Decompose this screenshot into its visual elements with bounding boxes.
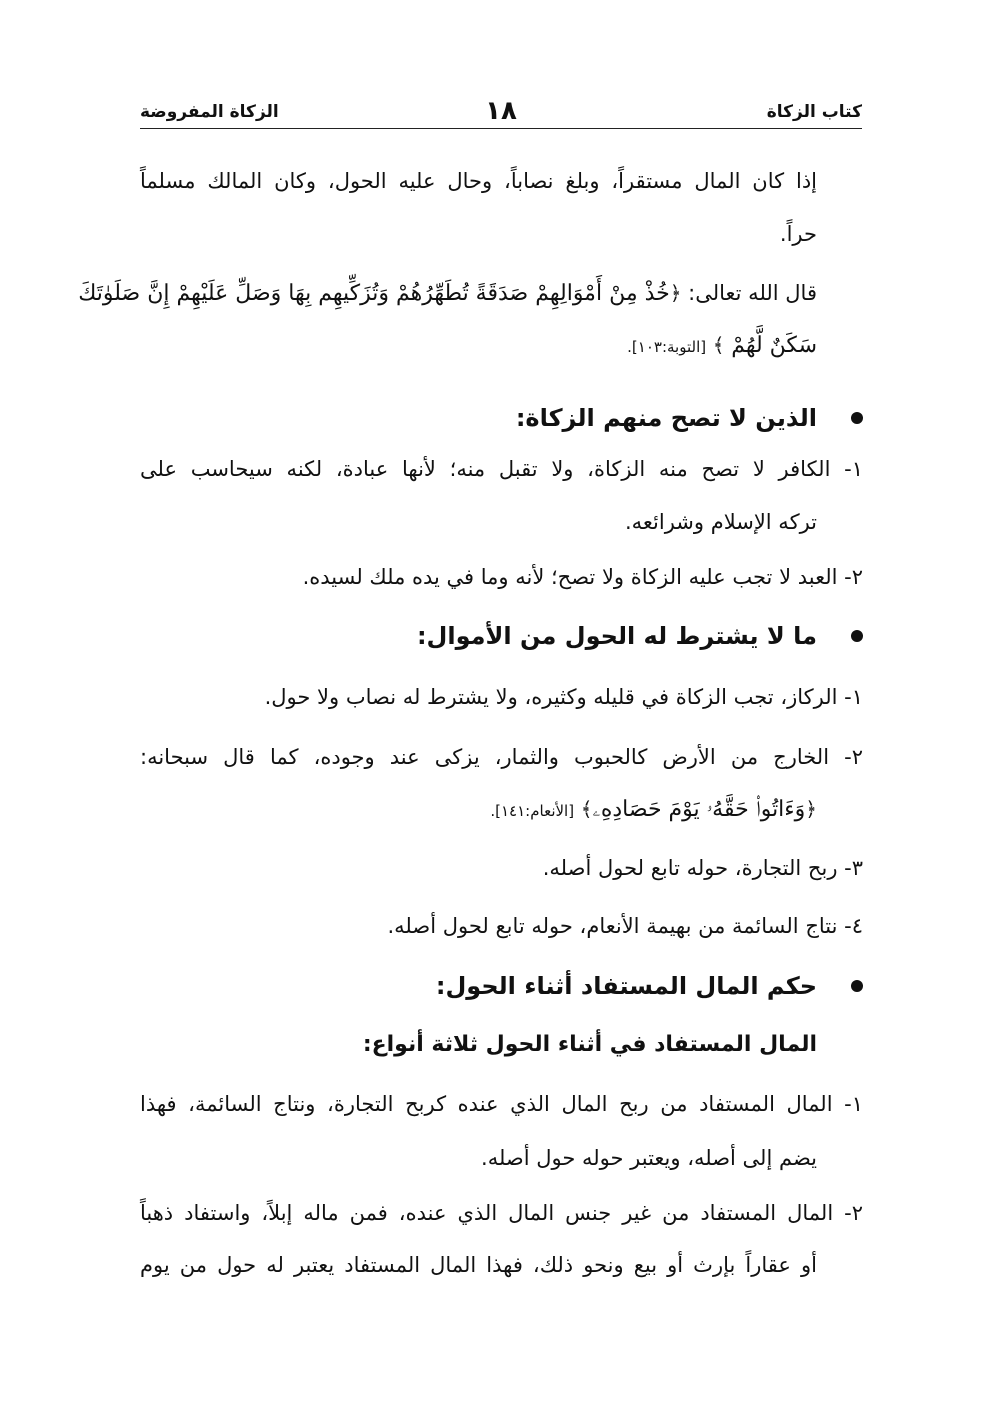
section-1-item-2: ٢- العبد لا تجب عليه الزكاة ولا تصح؛ لأنه وما في يده ملك لسيده. xyxy=(302,565,863,589)
verse-1-line-2 xyxy=(627,328,817,364)
verse-reference: [الأنعام:١٤١]. xyxy=(490,802,575,820)
bullet-icon xyxy=(851,980,863,992)
section-title: الزكاة المفروضة xyxy=(140,102,279,122)
section-1-heading: الذين لا تصح منهم الزكاة: xyxy=(515,404,817,432)
section-3-item-1-line-2: يضم إلى أصله، ويعتبر حوله حول أصله. xyxy=(481,1146,817,1170)
bullet-icon xyxy=(851,630,863,642)
running-header xyxy=(140,96,862,130)
verse-1-line-1 xyxy=(78,276,817,311)
verse-close-bracket: ﴾ xyxy=(712,333,725,357)
header-divider xyxy=(140,128,862,129)
section-3-item-2-line-1: ٢- المال المستفاد من غير جنس المال الذي عنده، فمن ماله إبلاً، واستفاد ذهباً xyxy=(140,1201,863,1225)
section-3-heading: حكم المال المستفاد أثناء الحول: xyxy=(435,972,817,1000)
verse-text-line-2: سَكَنٌ لَّهُمْ xyxy=(731,333,817,358)
book-title: كتاب الزكاة xyxy=(766,102,862,122)
section-2-item-2-line-1: ٢- الخارج من الأرض كالحبوب والثمار، يزكى عند وجوده، كما قال سبحانه: xyxy=(140,745,863,769)
section-3-item-1-line-1: ١- المال المستفاد من ربح المال الذي عنده كربح التجارة، ونتاج السائمة، فهذا xyxy=(140,1092,863,1116)
section-2-heading: ما لا يشترط له الحول من الأموال: xyxy=(416,622,817,650)
intro-line-2: حراً. xyxy=(779,222,817,246)
page-number: ١٨ xyxy=(485,96,517,126)
verse-text-line-1: خُذْ مِنْ أَمْوَالِهِمْ صَدَقَةً تُطَهِّرُهُمْ وَتُزَكِّيهِم بِهَا وَصَلِّ عَلَيْهِمْ إِنَّ صَلَوٰتَكَ xyxy=(78,281,670,306)
section-2-item-4: ٤- نتاج السائمة من بهيمة الأنعام، حوله تابع لحول أصله. xyxy=(387,914,863,938)
section-2-item-1: ١- الركاز، تجب الزكاة في قليله وكثيره، ولا يشترط له نصاب ولا حول. xyxy=(264,685,863,709)
section-3-item-2-line-2: أو عقاراً بإرث أو بيع ونحو ذلك، فهذا المال المستفاد يعتبر له حول من يوم xyxy=(140,1253,817,1277)
section-1-item-1-line-1: ١- الكافر لا تصح منه الزكاة، ولا تقبل منه؛ لأنها عبادة، لكنه سيحاسب على xyxy=(140,457,863,481)
verse-open-bracket: ﴿ xyxy=(805,797,817,821)
verse-reference: [التوبة:١٠٣]. xyxy=(627,338,707,356)
section-1-item-1-line-2: تركه الإسلام وشرائعه. xyxy=(624,510,817,534)
section-2-item-3: ٣- ربح التجارة، حوله تابع لحول أصله. xyxy=(542,856,863,880)
bullet-icon xyxy=(851,412,863,424)
section-2-item-2-verse xyxy=(490,792,817,828)
verse-lead: قال الله تعالى: xyxy=(688,281,817,305)
verse-open-bracket: ﴿ xyxy=(669,281,682,305)
verse-close-bracket: ﴾ xyxy=(580,797,593,821)
intro-line-1: إذا كان المال مستقراً، وبلغ نصاباً، وحال عليه الحول، وكان المالك مسلماً xyxy=(140,169,817,193)
section-3-subheading: المال المستفاد في أثناء الحول ثلاثة أنواع: xyxy=(362,1032,817,1057)
verse-text: وَءَاتُوا۟ حَقَّهُۥ يَوْمَ حَصَادِهِۦ xyxy=(592,797,806,822)
